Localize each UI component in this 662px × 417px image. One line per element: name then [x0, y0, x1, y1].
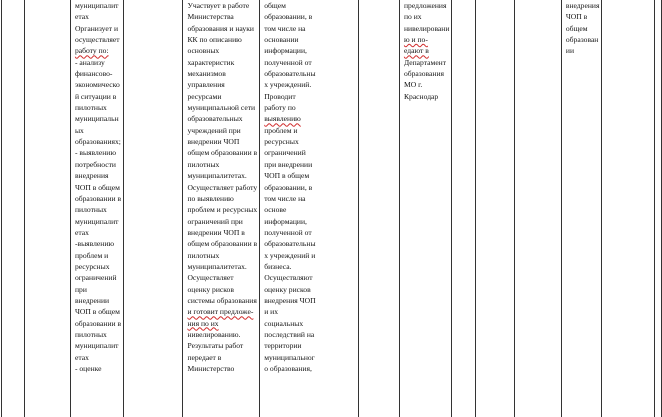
cell-line: внедрении ЧОП в — [187, 227, 245, 237]
cell-line: МО г. — [403, 80, 423, 90]
cell-line: образовательны — [264, 239, 316, 249]
cell-line: образовательны — [264, 69, 316, 79]
cell-line: ресурсных — [74, 261, 110, 271]
table-cell-col3 — [70, 0, 123, 417]
cell-line — [187, 318, 257, 329]
cell-line: при внедрении — [264, 159, 313, 169]
spell-error-word: работу по: — [74, 46, 109, 56]
cell-line: ЧОП в общем — [74, 307, 120, 317]
cell-line: ограничений — [74, 273, 117, 283]
cell-line: образовании, в — [264, 182, 313, 192]
table-cell-col9 — [452, 0, 475, 417]
cell-line: муниципалит — [74, 216, 119, 226]
cell-line: информации, — [264, 46, 307, 56]
cell-line: ограничений — [264, 148, 306, 158]
cell-line: общем образовании в — [187, 239, 258, 249]
cell-line: передает в — [187, 352, 222, 362]
cell-line: й ситуации в — [74, 91, 117, 101]
cell-line: основе — [264, 205, 287, 215]
cell-line: - выявлению — [74, 148, 117, 158]
cell-line: управления — [187, 80, 225, 90]
cell-line: учреждений при — [187, 125, 241, 135]
cell-line: общем образовании в — [187, 148, 258, 158]
spell-error-word: и готовит предложе- — [187, 307, 254, 317]
cell-line: механизмов — [187, 69, 226, 79]
cell-line: и их — [264, 307, 279, 317]
table-row — [2, 0, 662, 417]
cell-line: ресурсных — [264, 137, 299, 147]
cell-line: х учреждений. — [264, 80, 312, 90]
cell-line: Департамент — [403, 57, 447, 67]
cell-line: бизнеса. — [264, 261, 292, 271]
cell-line: Организует и — [74, 23, 119, 33]
cell-line: при — [74, 284, 87, 294]
cell-line: общем — [565, 23, 588, 33]
cell-line: муниципальной сети — [187, 103, 256, 113]
spell-error-word: выявлению — [264, 114, 301, 124]
cell-line: характеристик — [187, 57, 235, 67]
table-cell-col13 — [602, 0, 655, 417]
cell-line: муниципалитетах. — [187, 171, 247, 181]
spell-error-word: ю и по- — [403, 35, 428, 45]
cell-line: Участвует в работе — [187, 1, 250, 10]
cell-line: внедрения — [565, 1, 600, 10]
cell-line: - анализу — [74, 57, 105, 67]
cell-line: внедрении — [74, 295, 110, 305]
table-cell-col2 — [25, 0, 71, 417]
spell-error-word: едают в — [403, 46, 429, 56]
cell-line: потребности — [74, 159, 116, 169]
cell-line: ЧОП в общем — [264, 171, 310, 181]
cell-line: том числе на — [264, 23, 306, 33]
cell-line: оценку рисков — [187, 284, 234, 294]
cell-line: Осуществляют — [264, 273, 313, 283]
cell-line: пилотных — [187, 159, 220, 169]
cell-line: том числе на — [264, 193, 306, 203]
cell-line: муниципалит — [74, 341, 119, 351]
cell-line: муниципалитетах. — [187, 261, 247, 271]
cell-line: етах — [74, 12, 89, 22]
cell-line: образовании в — [74, 193, 122, 203]
cell-line: -выявлению — [74, 239, 115, 249]
table-cell-col8 — [399, 0, 451, 417]
cell-line: ресурсами — [187, 91, 222, 101]
cell-line: основных — [187, 46, 220, 56]
cell-line: нивелированию. — [187, 329, 241, 339]
cell-line: нивелировани — [403, 23, 450, 33]
table-cell-col7 — [358, 0, 399, 417]
cell-line: Осуществляет — [187, 273, 234, 283]
cell-line: Осуществляет работу — [187, 182, 258, 192]
cell-line: по их — [403, 12, 422, 22]
cell-line: ых — [74, 125, 84, 135]
cell-line: социальных — [264, 318, 304, 328]
cell-line: образованиях; — [74, 137, 121, 147]
cell-line: образования — [403, 69, 445, 79]
cell-line: етах — [74, 227, 89, 237]
cell-line: внедрения — [74, 171, 109, 181]
cell-line: полученной от — [264, 227, 312, 237]
cell-line: финансово- — [74, 69, 113, 79]
cell-line: муниципальног — [264, 352, 315, 362]
cell-line: Министерства — [187, 12, 234, 22]
cell-line: проблем и ресурсных — [187, 205, 258, 215]
cell-line: муниципальн — [74, 114, 119, 124]
cell-line: образовании в — [74, 318, 122, 328]
cell-line — [75, 45, 121, 56]
cell-line: етах — [74, 352, 89, 362]
cell-line: пилотных — [74, 329, 107, 339]
cell-line: общем — [264, 1, 286, 10]
spell-error-word: ния по их — [187, 318, 219, 328]
cell-line: - оценке — [74, 364, 102, 373]
responsibility-table — [1, 0, 662, 417]
cell-line: информации, — [264, 216, 307, 226]
cell-line: о образования, — [264, 364, 312, 373]
table-cell-col12 — [561, 0, 602, 417]
table-cell-col6 — [260, 0, 358, 417]
cell-line: пилотных — [74, 205, 107, 215]
cell-line: последствий на — [264, 329, 315, 339]
cell-line: пилотных — [187, 250, 220, 260]
cell-line — [264, 113, 355, 124]
cell-line: основании — [264, 35, 299, 45]
table-cell-col5 — [183, 0, 260, 417]
cell-line: Министерство — [187, 364, 235, 373]
table-cell-col10 — [475, 0, 514, 417]
cell-line: Результаты работ — [187, 341, 244, 351]
cell-line: территории — [264, 341, 302, 351]
cell-line: работу по — [264, 103, 296, 113]
cell-line: образовательных — [187, 114, 243, 124]
cell-line: х учреждений и — [264, 250, 316, 260]
cell-line: полученной от — [264, 57, 312, 67]
cell-line: предложения — [403, 1, 447, 10]
cell-line: пилотных — [74, 103, 107, 113]
cell-line — [404, 34, 449, 45]
cell-line: оценку рисков — [264, 284, 311, 294]
cell-line — [187, 306, 257, 317]
table-cell-col4 — [124, 0, 183, 417]
cell-line — [404, 45, 449, 56]
cell-line: системы образования — [187, 295, 257, 305]
cell-line: экономическо — [74, 80, 120, 90]
cell-line: образования и науки — [187, 23, 254, 33]
cell-line: КК по описанию — [187, 35, 242, 45]
cell-line: осуществляет — [74, 35, 120, 45]
cell-line: муниципалит — [74, 1, 119, 10]
cell-line: образован — [565, 35, 599, 45]
cell-line: ии — [565, 46, 575, 56]
cell-line: ЧОП в — [565, 12, 588, 22]
cell-line: образовании, в — [264, 12, 313, 22]
table-cell-col11 — [514, 0, 561, 417]
cell-line: проблем и — [74, 250, 109, 260]
cell-line: проблем и — [264, 125, 298, 135]
cell-line: внедрения ЧОП — [264, 295, 316, 305]
table-cell-col1 — [2, 0, 25, 417]
cell-line: Краснодар — [403, 91, 439, 101]
cell-line: ограничений при — [187, 216, 243, 226]
table-cell-col14 — [655, 0, 662, 417]
cell-line: по выявлению — [187, 193, 234, 203]
cell-line: Проводит — [264, 91, 296, 101]
cell-line: внедрении ЧОП — [187, 137, 240, 147]
cell-line: ЧОП в общем — [74, 182, 120, 192]
